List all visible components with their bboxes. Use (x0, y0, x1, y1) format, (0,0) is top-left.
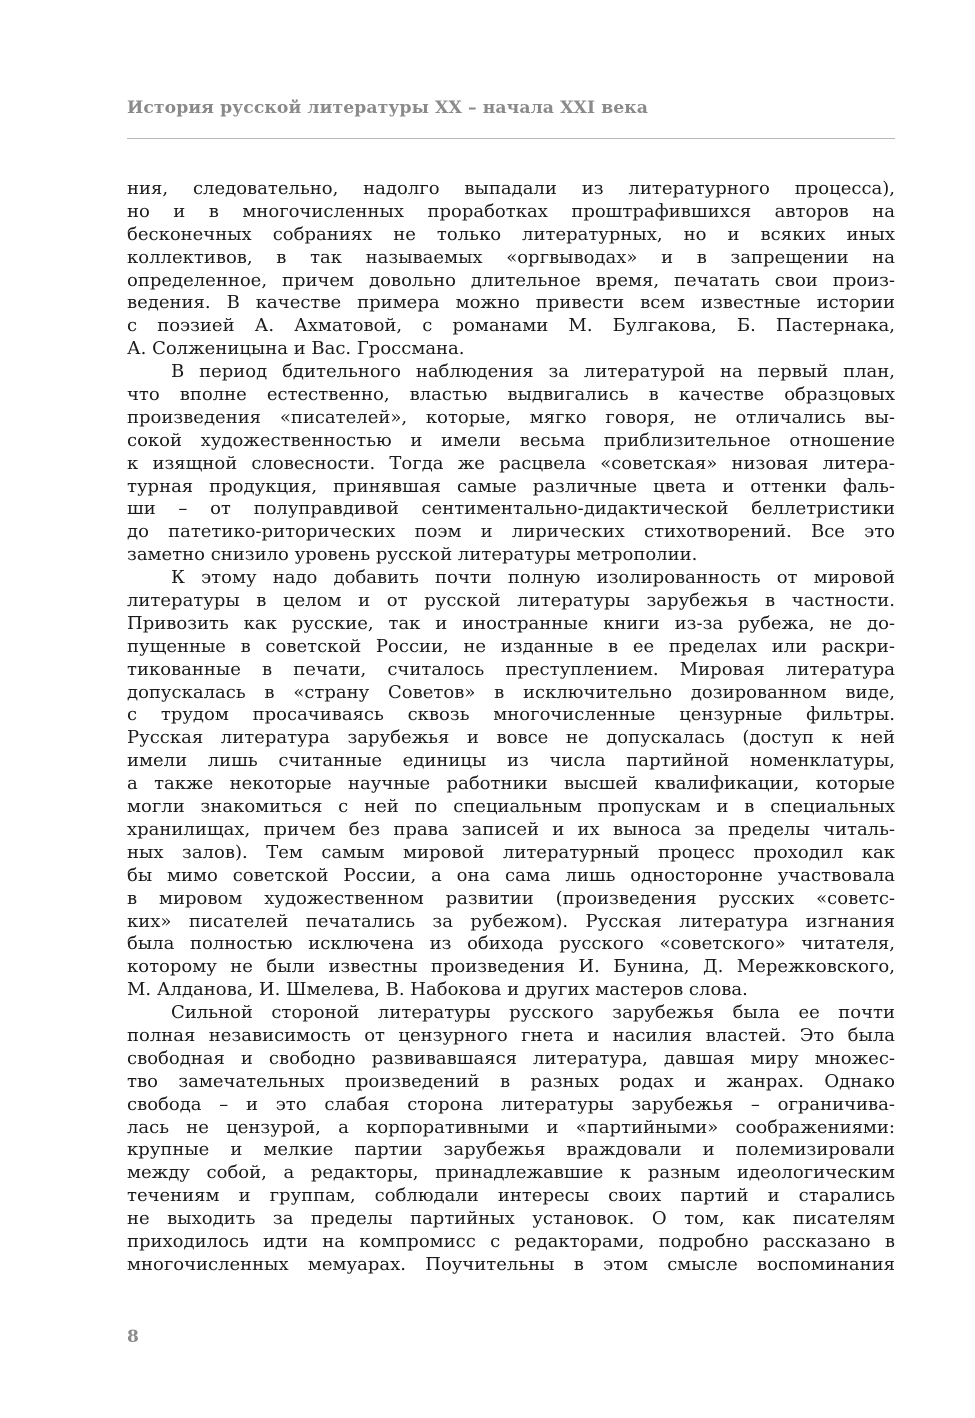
text-line: течениям и группам, соблюдали интересы своих партий и старались (127, 1185, 895, 1207)
text-line: заметно снизило уровень русской литературы метрополии. (127, 544, 698, 566)
text-line: Привозить как русские, так и иностранные книги из-за рубежа, не до- (127, 612, 895, 634)
text-line: тво замечательных произведений в разных родах и жанрах. Однако (127, 1070, 895, 1092)
text-line: тикованные в печати, считалось преступлением. Мировая литература (127, 658, 895, 680)
text-line: лась не цензурой, а корпоративными и «партийными» соображениями: (127, 1116, 895, 1138)
text-line: полная независимость от цензурного гнета и насилия властей. Это была (127, 1024, 895, 1046)
text-line: крупные и мелкие партии зарубежья враждовали и полемизировали (127, 1139, 895, 1161)
text-line: определенное, причем довольно длительное время, печатать свои произ- (127, 269, 895, 291)
text-line: а также некоторые научные работники высшей квалификации, которые (127, 773, 895, 795)
text-line: произведения «писателей», которые, мягко говоря, не отличались вы- (127, 406, 895, 428)
text-line: что вполне естественно, властью выдвигались в качестве образцовых (127, 384, 895, 406)
running-title: История русской литературы XX – начала XXI века (127, 98, 649, 118)
text-line: допускалась в «страну Советов» в исключительно дозированном виде, (127, 681, 895, 703)
text-line: ши – от полуправдивой сентиментально-дидактической беллетристики (127, 498, 895, 520)
text-line: бесконечных собраниях не только литературных, но и всяких иных (127, 223, 895, 245)
page-number: 8 (127, 1327, 139, 1347)
text-line: турная продукция, принявшая самые различные цвета и оттенки фаль- (127, 475, 895, 497)
text-line: до патетико-риторических поэм и лирических стихотворений. Все это (127, 521, 895, 543)
text-line: в мировом художественном развитии (произведения русских «советс- (127, 887, 895, 909)
text-line: свобода – и это слабая сторона литературы зарубежья – ограничива- (127, 1093, 895, 1115)
text-line: бы мимо советской России, а она сама лишь односторонне участвовала (127, 864, 895, 886)
text-line: ния, следовательно, надолго выпадали из литературного процесса), (127, 178, 895, 199)
paragraph-start-line: Сильной стороной литературы русского зарубежья была ее почти (171, 1002, 895, 1024)
paragraph-start-line: К этому надо добавить почти полную изолированность от мировой (171, 567, 895, 589)
text-line: ных залов). Тем самым мировой литературный процесс проходил как (127, 841, 895, 863)
header-rule (127, 138, 895, 139)
text-line: коллективов, в так называемых «оргвыводах» и в запрещении на (127, 246, 895, 268)
text-line: пущенные в советской России, не изданные в ее пределах или раскри- (127, 635, 895, 657)
text-line: между собой, а редакторы, принадлежавшие к разным идеологическим (127, 1162, 895, 1184)
paragraph-start-line: В период бдительного наблюдения за литературой на первый план, (171, 361, 895, 383)
text-line: ких» писателей печатались за рубежом). Русская литература изгнания (127, 910, 895, 932)
body-text (127, 178, 895, 1277)
text-line: ведения. В качестве примера можно привести всем известные истории (127, 292, 895, 314)
text-line: многочисленных мемуарах. Поучительны в этом смысле воспоминания (127, 1253, 895, 1275)
text-line: к изящной словесности. Тогда же расцвела «советская» низовая литера- (127, 452, 895, 474)
text-line: М. Алданова, И. Шмелева, В. Набокова и других мастеров слова. (127, 979, 748, 1001)
text-line: приходилось идти на компромисс с редакторами, подробно рассказано в (127, 1230, 895, 1252)
text-line: свободная и свободно развивавшаяся литература, давшая миру множес- (127, 1047, 895, 1069)
text-line: А. Солженицына и Вас. Гроссмана. (127, 338, 465, 360)
text-line: литературы в целом и от русской литературы зарубежья в частности. (127, 590, 895, 612)
text-line: могли знакомиться с ней по специальным пропускам и в специальных (127, 796, 895, 818)
text-line: была полностью исключена из обихода русского «советского» читателя, (127, 933, 895, 955)
text-line: не выходить за пределы партийных установок. О том, как писателям (127, 1208, 895, 1230)
text-line: которому не были известны произведения И. Бунина, Д. Мережковского, (127, 956, 895, 978)
text-line: но и в многочисленных проработках проштрафившихся авторов на (127, 200, 895, 222)
text-line: с трудом просачиваясь сквозь многочисленные цензурные фильтры. (127, 704, 895, 726)
text-line: сокой художественностью и имели весьма приблизительное отношение (127, 429, 895, 451)
text-line: Русская литература зарубежья и вовсе не допускалась (доступ к ней (127, 727, 895, 749)
text-line: с поэзией А. Ахматовой, с романами М. Булгакова, Б. Пастернака, (127, 315, 895, 337)
text-line: имели лишь считанные единицы из числа партийной номенклатуры, (127, 750, 895, 772)
text-line: хранилищах, причем без права записей и их выноса за пределы читаль- (127, 818, 895, 840)
